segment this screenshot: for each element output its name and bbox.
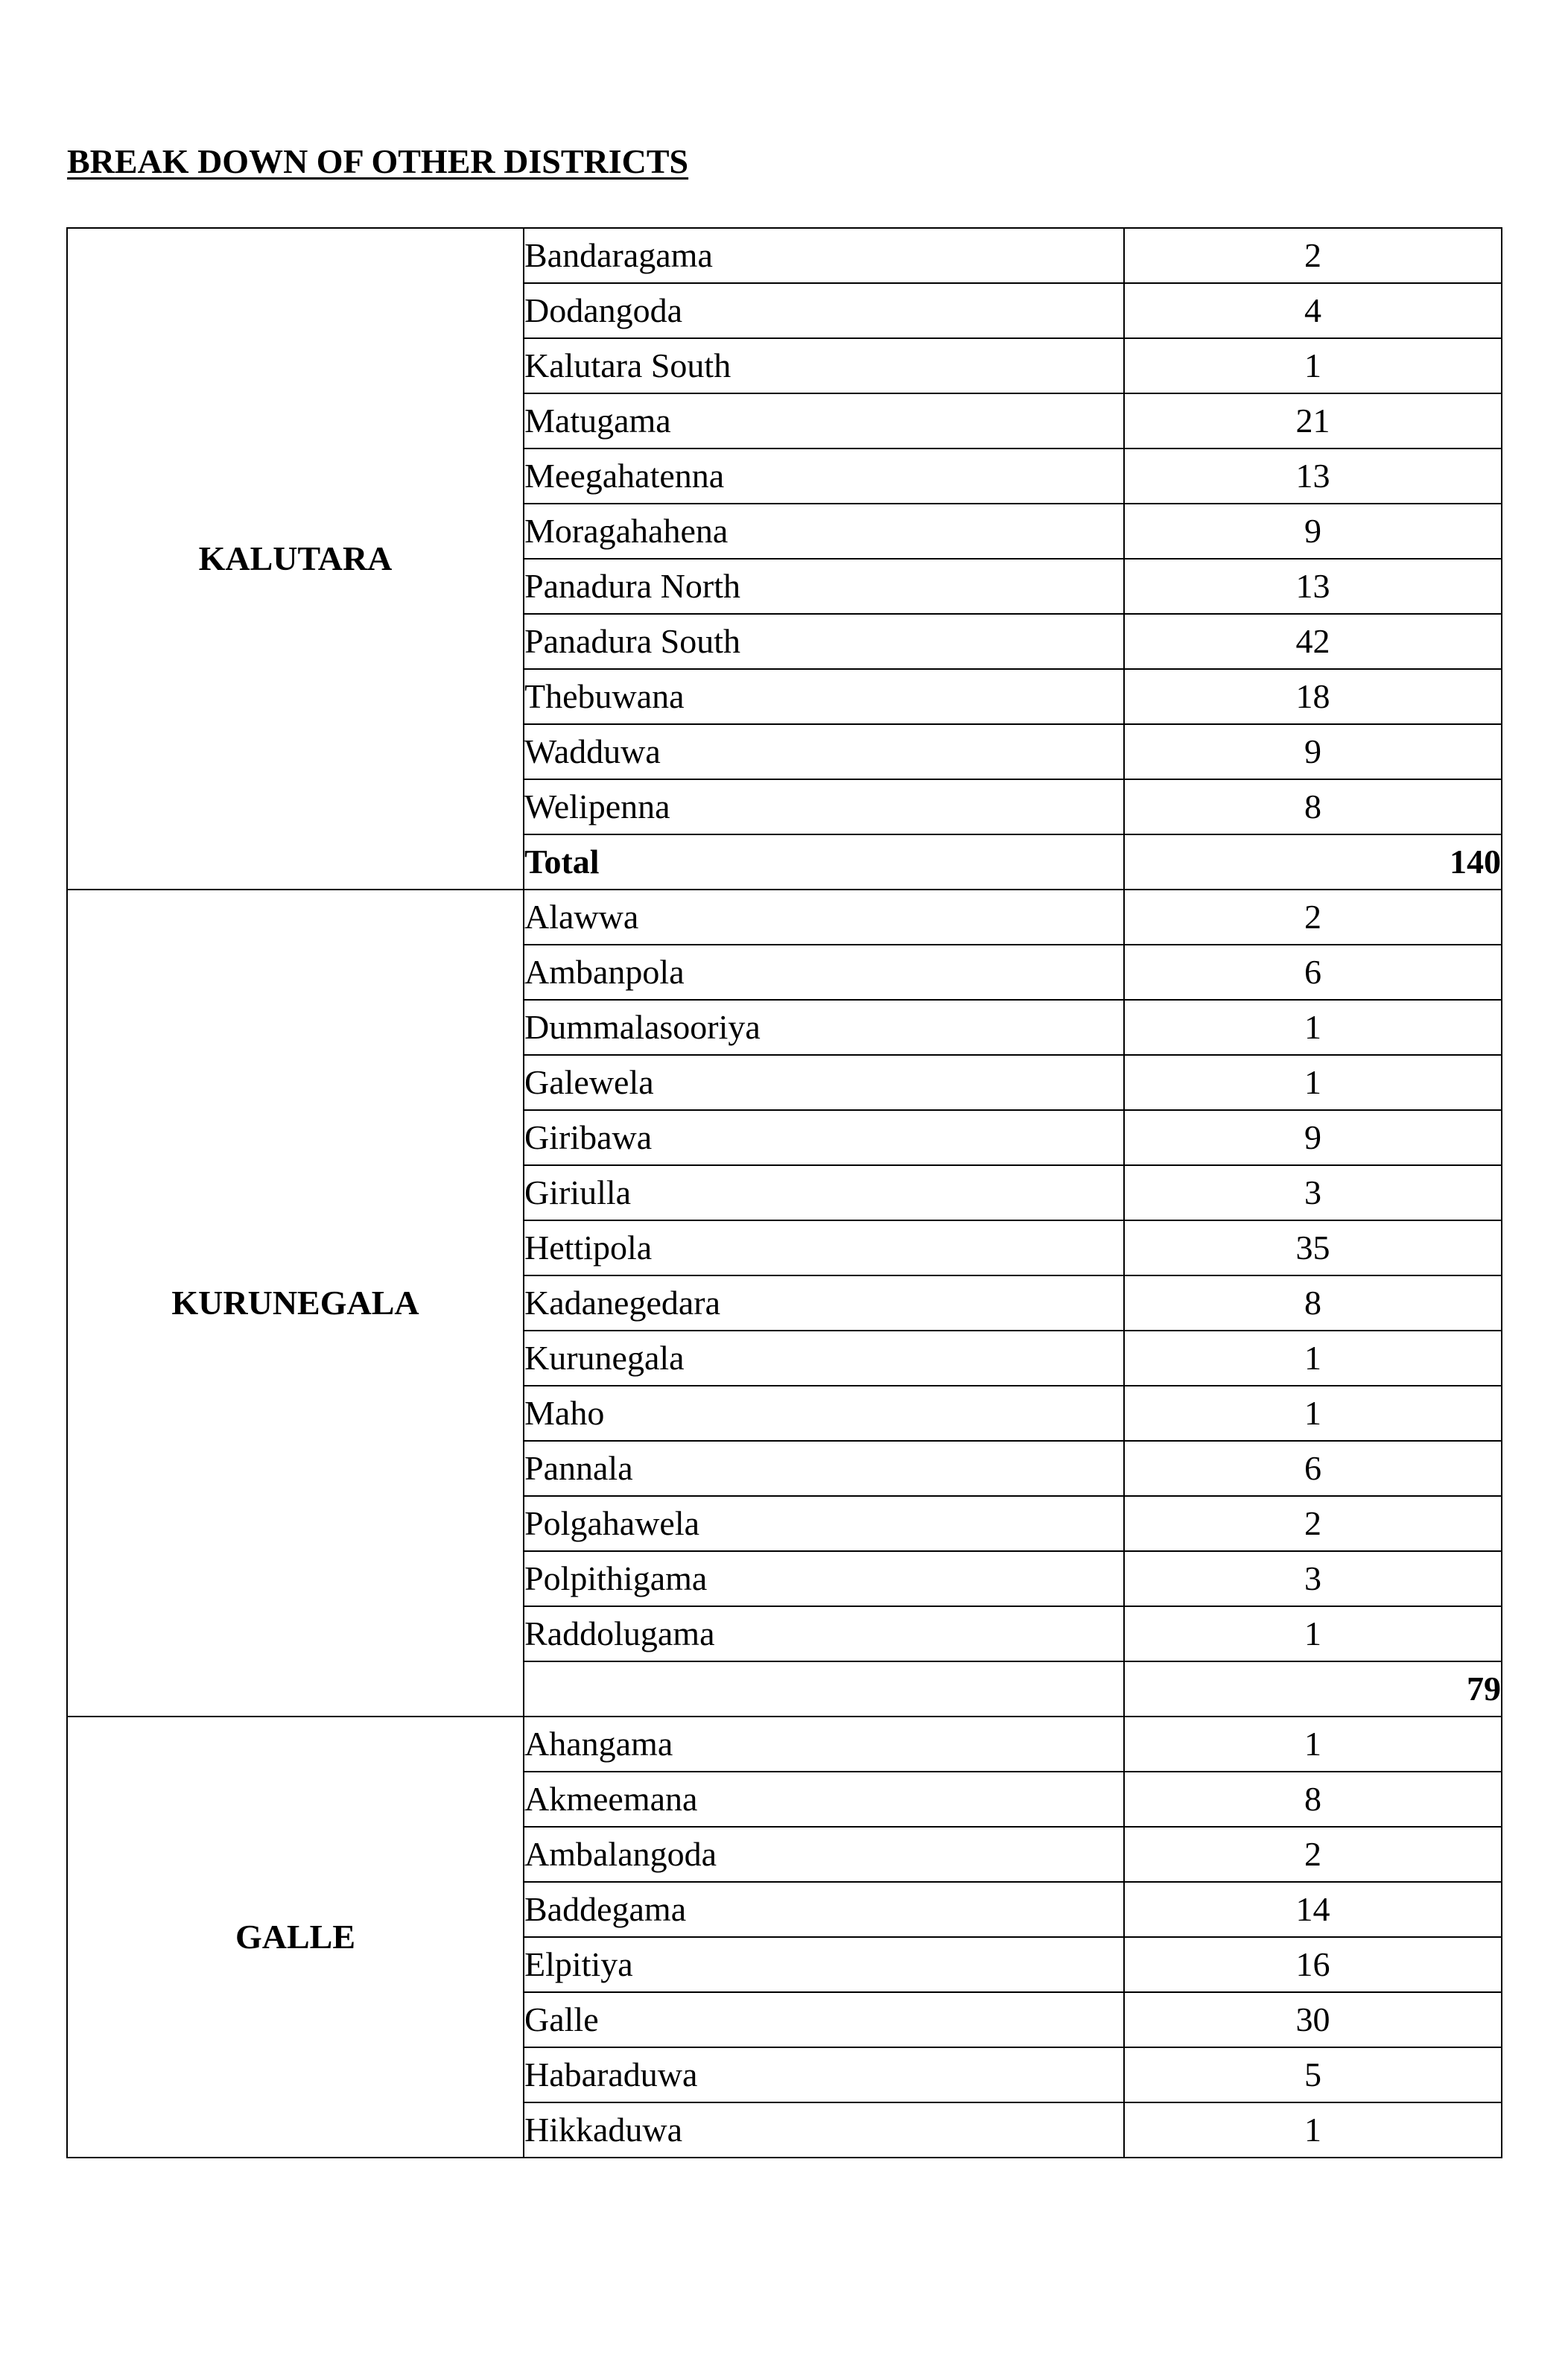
page-title: BREAK DOWN OF OTHER DISTRICTS <box>67 142 689 180</box>
area-name: Polpithigama <box>524 1551 1124 1606</box>
area-count: 9 <box>1124 1110 1502 1165</box>
area-name: Galle <box>524 1992 1124 2047</box>
area-name: Moragahahena <box>524 504 1124 559</box>
area-count: 1 <box>1124 2102 1502 2158</box>
area-name: Dodangoda <box>524 283 1124 338</box>
area-name: Welipenna <box>524 779 1124 834</box>
area-count: 1 <box>1124 338 1502 393</box>
area-count: 16 <box>1124 1937 1502 1992</box>
area-count: 3 <box>1124 1165 1502 1220</box>
area-name: Hettipola <box>524 1220 1124 1275</box>
area-name: Raddolugama <box>524 1606 1124 1661</box>
area-count: 9 <box>1124 504 1502 559</box>
total-value: 79 <box>1124 1661 1502 1717</box>
area-name: Wadduwa <box>524 724 1124 779</box>
area-name: Polgahawela <box>524 1496 1124 1551</box>
area-name: Bandaragama <box>524 228 1124 283</box>
area-count: 8 <box>1124 1275 1502 1331</box>
area-count: 35 <box>1124 1220 1502 1275</box>
table-row <box>67 890 1502 945</box>
area-name: Maho <box>524 1386 1124 1441</box>
district-breakdown-table <box>66 227 1502 2158</box>
district-name: KURUNEGALA <box>67 890 524 1717</box>
area-count: 6 <box>1124 1441 1502 1496</box>
area-name: Panadura North <box>524 559 1124 614</box>
area-count: 1 <box>1124 1000 1502 1055</box>
area-name: Galewela <box>524 1055 1124 1110</box>
area-count: 1 <box>1124 1055 1502 1110</box>
area-name: Meegahatenna <box>524 449 1124 504</box>
total-label: Total <box>524 834 1124 890</box>
area-name: Kurunegala <box>524 1331 1124 1386</box>
total-label <box>524 1661 1124 1717</box>
area-count: 1 <box>1124 1386 1502 1441</box>
area-count: 1 <box>1124 1606 1502 1661</box>
area-name: Kalutara South <box>524 338 1124 393</box>
area-count: 9 <box>1124 724 1502 779</box>
area-count: 42 <box>1124 614 1502 669</box>
area-name: Matugama <box>524 393 1124 449</box>
area-name: Baddegama <box>524 1882 1124 1937</box>
area-count: 2 <box>1124 228 1502 283</box>
area-count: 1 <box>1124 1717 1502 1772</box>
area-count: 4 <box>1124 283 1502 338</box>
table-row <box>67 1717 1502 1772</box>
area-count: 8 <box>1124 1772 1502 1827</box>
area-count: 1 <box>1124 1331 1502 1386</box>
area-name: Ambanpola <box>524 945 1124 1000</box>
district-name: KALUTARA <box>67 228 524 890</box>
area-name: Hikkaduwa <box>524 2102 1124 2158</box>
area-name: Ambalangoda <box>524 1827 1124 1882</box>
area-count: 14 <box>1124 1882 1502 1937</box>
area-count: 3 <box>1124 1551 1502 1606</box>
area-count: 13 <box>1124 559 1502 614</box>
area-count: 5 <box>1124 2047 1502 2102</box>
area-name: Panadura South <box>524 614 1124 669</box>
area-count: 13 <box>1124 449 1502 504</box>
area-count: 18 <box>1124 669 1502 724</box>
area-count: 30 <box>1124 1992 1502 2047</box>
total-value: 140 <box>1124 834 1502 890</box>
area-name: Giriulla <box>524 1165 1124 1220</box>
area-count: 2 <box>1124 1496 1502 1551</box>
area-name: Elpitiya <box>524 1937 1124 1992</box>
area-name: Alawwa <box>524 890 1124 945</box>
area-name: Thebuwana <box>524 669 1124 724</box>
area-count: 6 <box>1124 945 1502 1000</box>
table-body <box>67 228 1502 2158</box>
district-name: GALLE <box>67 1717 524 2158</box>
area-count: 21 <box>1124 393 1502 449</box>
area-count: 2 <box>1124 1827 1502 1882</box>
area-count: 8 <box>1124 779 1502 834</box>
area-name: Pannala <box>524 1441 1124 1496</box>
table-row <box>67 228 1502 283</box>
area-name: Giribawa <box>524 1110 1124 1165</box>
area-name: Ahangama <box>524 1717 1124 1772</box>
area-name: Kadanegedara <box>524 1275 1124 1331</box>
area-name: Akmeemana <box>524 1772 1124 1827</box>
area-name: Dummalasooriya <box>524 1000 1124 1055</box>
area-name: Habaraduwa <box>524 2047 1124 2102</box>
area-count: 2 <box>1124 890 1502 945</box>
